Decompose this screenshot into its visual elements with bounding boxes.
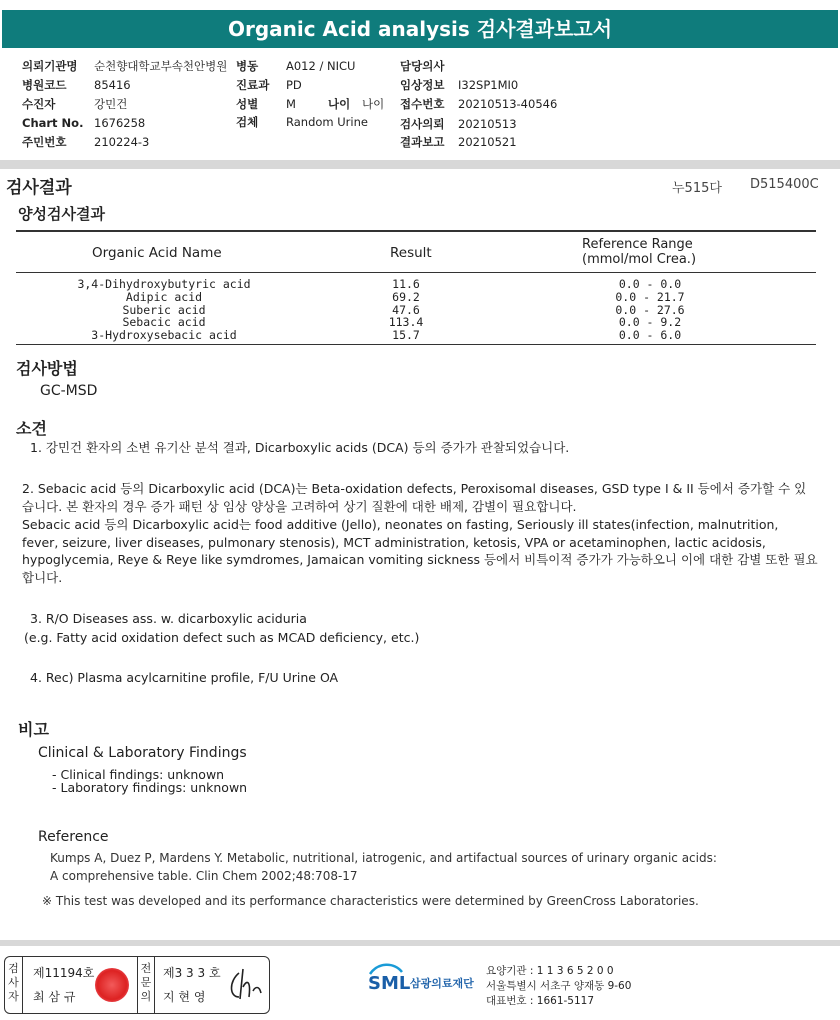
result-reference-range: 0.0 - 0.0 xyxy=(618,277,682,291)
finding-4: 4. Rec) Plasma acylcarnitine profile, F/U Urine OA xyxy=(30,670,339,685)
method-value: GC-MSD xyxy=(40,383,98,399)
result-value: 113.4 xyxy=(388,315,424,330)
info-sex: 성별 M xyxy=(236,97,296,111)
finding-2: 2. Sebacic acid 등의 Dicarboxylic acid (DCA)는 Beta-oxidation defects, Peroxisomal diseases, GSD type I & II 등에서 증가할 수 있습니다. 본 환자의 경우 증가 패턴 상 임상 양상을 고려하여 상기 질환에 대한 배제, 감별이 필요합니다. xyxy=(22,481,807,514)
remarks-subheading: Clinical & Laboratory Findings xyxy=(38,745,247,761)
result-name: Suberic acid xyxy=(122,302,206,317)
section-divider xyxy=(0,160,840,169)
lab-address: 서울특별시 서초구 양재동 9-60 xyxy=(486,980,632,992)
info-hospital-code: 병원코드 85416 xyxy=(22,78,131,92)
result-value: 69.2 xyxy=(392,289,420,304)
reference-line-2: A comprehensive table. Clin Chem 2002;48:708-17 xyxy=(50,869,358,883)
tester-seal xyxy=(95,968,129,1002)
result-reference-range: 0.0 - 27.6 xyxy=(615,302,685,317)
tester-name: 최 삼 규 xyxy=(33,990,76,1004)
footer-divider xyxy=(0,940,840,946)
finding-2-detail: Sebacic acid 등의 Dicarboxylic acid는 food additive (Jello), neonates on fasting, Seriously ill states(infection, malnutrition, fever, seizure, liver diseases, pulmonary stenosis), MCT administration, ketosis, VPA or acetaminophen, lactic acidosis, hypoglycemia, Reye & Reye like symdromes, Jamaican vomiting sickness 등에서 비특이적 증가가 가능하오니 이에 대한 감별 또한 필요합니다. xyxy=(22,517,818,585)
result-name: 3-Hydroxysebacic acid xyxy=(91,328,237,343)
result-value: 11.6 xyxy=(392,277,420,291)
tester-label: 검사자 xyxy=(5,957,23,1013)
col-header-result: Result xyxy=(390,245,432,261)
result-reference-range: 0.0 - 9.2 xyxy=(618,315,682,330)
result-reference-range: 0.0 - 21.7 xyxy=(615,289,685,304)
result-value: 15.7 xyxy=(392,328,420,343)
reference-line-1: Kumps A, Duez P, Mardens Y. Metabolic, nutritional, iatrogenic, and artifactual sources of urinary organic acids: xyxy=(50,851,717,865)
info-accession-no: 접수번호 20210513-40546 xyxy=(400,97,558,111)
tester-license: 제11194호 xyxy=(33,966,95,980)
signature-box xyxy=(4,956,270,1014)
info-specimen: 검체 Random Urine xyxy=(236,115,368,129)
method-heading: 검사방법 xyxy=(16,359,78,378)
positive-results-heading: 양성검사결과 xyxy=(18,205,105,223)
col-header-name: Organic Acid Name xyxy=(92,245,222,261)
lab-org-name: 삼광의료재단 xyxy=(410,977,474,990)
remarks-heading: 비고 xyxy=(18,720,49,739)
info-patient-name: 수진자 강민건 xyxy=(22,97,128,111)
info-department: 진료과 PD xyxy=(236,78,302,92)
specialist-name: 지 현 영 xyxy=(163,990,206,1004)
specialist-signature xyxy=(227,967,265,1003)
info-doctor: 담당의사 xyxy=(400,59,445,73)
table-bottom-rule xyxy=(16,344,816,345)
info-resident-no: 주민번호 210224-3 xyxy=(22,135,150,149)
lab-institution-no: 요양기관 : 1 1 3 6 5 2 0 0 xyxy=(486,965,614,977)
logo-text: SML xyxy=(368,973,411,994)
info-report-date: 결과보고 20210521 xyxy=(400,135,517,149)
info-request-date: 검사의뢰 20210513 xyxy=(400,117,517,131)
results-heading: 검사결과 xyxy=(6,178,72,198)
info-age: 나이 나이 xyxy=(328,97,385,111)
test-disclaimer: ※ This test was developed and its performance characteristics were determined by GreenCross Laboratories. xyxy=(42,894,699,908)
patient-info xyxy=(0,52,840,161)
table-header-rule xyxy=(16,272,816,273)
finding-3: 3. R/O Diseases ass. w. dicarboxylic aciduria xyxy=(30,611,307,626)
findings-heading: 소견 xyxy=(16,419,47,438)
laboratory-findings: - Laboratory findings: unknown xyxy=(52,780,248,795)
table-top-rule xyxy=(16,230,816,232)
lab-logo xyxy=(368,962,411,998)
specialist-label: 전문의 xyxy=(137,957,155,1013)
info-chart-no: Chart No. 1676258 xyxy=(22,116,146,130)
result-name: Adipic acid xyxy=(125,289,203,304)
lab-phone: 대표번호 : 1661-5117 xyxy=(486,995,595,1007)
result-name: 3,4-Dihydroxybutyric acid xyxy=(77,277,251,291)
result-name: Sebacic acid xyxy=(122,315,206,330)
finding-3-example: (e.g. Fatty acid oxidation defect such as MCAD deficiency, etc.) xyxy=(24,630,420,645)
info-clinical: 임상정보 I32SP1MI0 xyxy=(400,78,519,92)
clinical-findings: - Clinical findings: unknown xyxy=(52,767,225,782)
col-header-ref-unit: (mmol/mol Crea.) xyxy=(582,252,697,267)
report-banner xyxy=(0,0,840,50)
finding-1: 1. 강민건 환자의 소변 유기산 분석 결과, Dicarboxylic acids (DCA) 등의 증가가 관찰되었습니다. xyxy=(30,440,570,455)
col-header-ref: Reference Range xyxy=(582,237,693,252)
reference-heading: Reference xyxy=(38,829,109,845)
test-code: D515400C xyxy=(750,177,819,192)
result-reference-range: 0.0 - 6.0 xyxy=(618,328,682,343)
specialist-license: 제3 3 3 호 xyxy=(163,966,221,980)
report-title: Organic Acid analysis 검사결과보고서 xyxy=(2,10,838,48)
test-code-korean: 누515다 xyxy=(672,181,722,196)
info-requesting-org: 의뢰기관명 순천향대학교부속천안병원 xyxy=(22,59,228,73)
info-ward: 병동 A012 / NICU xyxy=(236,59,356,73)
result-value: 47.6 xyxy=(392,302,420,317)
